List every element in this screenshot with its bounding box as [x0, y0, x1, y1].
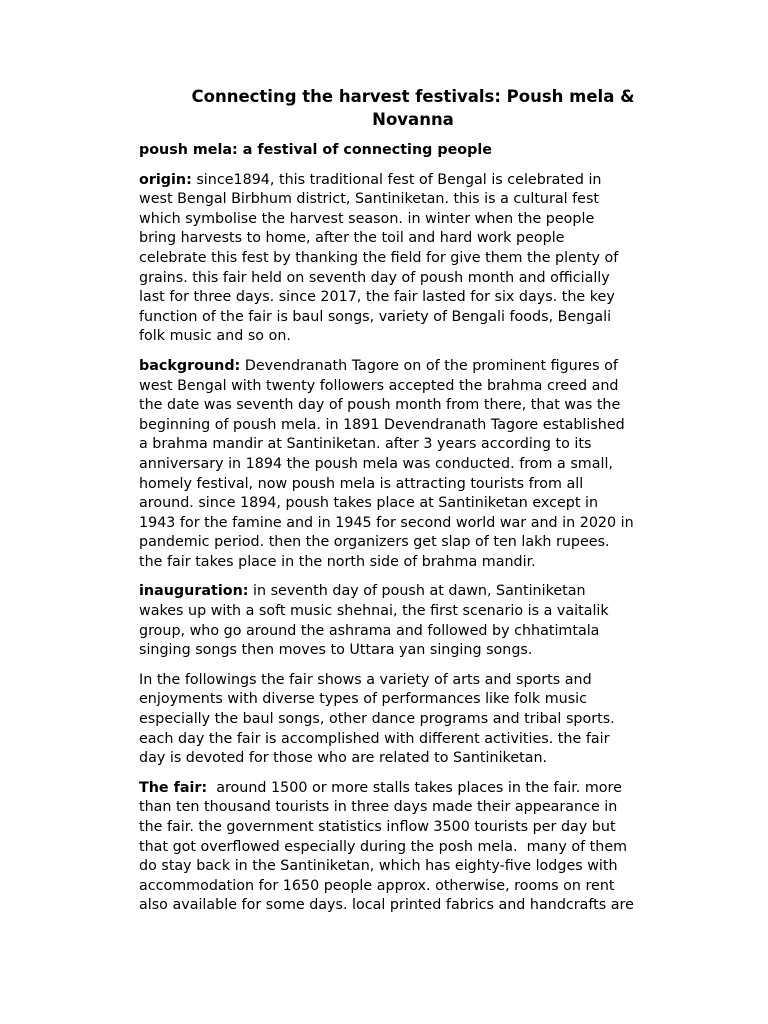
line-text: bring harvests to home, after the toil and hard work people — [139, 230, 565, 247]
paragraph-line — [139, 671, 679, 691]
paragraph-line — [139, 249, 679, 269]
paragraph-label: background: — [139, 357, 241, 374]
line-text: the fair takes place in the north side of brahma mandir. — [139, 553, 536, 570]
line-text: enjoyments with diverse types of performances like folk music — [139, 691, 587, 708]
paragraph-line — [139, 357, 679, 377]
line-text: the fair. the government statistics inflow 3500 tourists per day but — [139, 819, 616, 835]
paragraph-line — [139, 171, 679, 191]
paragraph-line — [139, 622, 679, 642]
line-text: do stay back in the Santiniketan, which has eighty-five lodges with — [139, 858, 618, 875]
paragraph-line — [139, 690, 679, 710]
line-text: west Bengal Birbhum district, Santiniketan. this is a cultural fest — [139, 191, 600, 208]
paragraph-line — [139, 269, 679, 289]
paragraph-line — [139, 818, 679, 838]
line-text: the date was seventh day of poush month from there, that was the — [139, 397, 621, 414]
line-text: accommodation for 1650 people approx. otherwise, rooms on rent — [139, 877, 615, 894]
paragraph — [139, 582, 679, 660]
paragraph-line — [139, 514, 679, 534]
line-text: a brahma mandir at Santiniketan. after 3 years according to its — [139, 436, 592, 453]
paragraph-line — [139, 710, 679, 730]
line-text: last for three days. since 2017, the fair lasted for six days. the key — [139, 289, 615, 306]
line-text: west Bengal with twenty followers accepted the brahma creed and — [139, 377, 619, 394]
document-title — [139, 86, 679, 131]
line-text: especially the baul songs, other dance programs and tribal sports. — [139, 711, 615, 728]
line-text: anniversary in 1894 the poush mela was conducted. from a small, — [139, 455, 613, 472]
document-page — [139, 86, 679, 926]
paragraph-line — [139, 416, 679, 436]
line-text: than ten thousand tourists in three days made their appearance in — [139, 799, 618, 816]
paragraph-line — [139, 533, 679, 553]
paragraph-line — [139, 327, 679, 347]
line-text: function of the fair is baul songs, variety of Bengali foods, Bengali — [139, 308, 612, 325]
paragraph-line — [139, 749, 679, 769]
paragraph-line — [139, 896, 679, 916]
paragraph-line — [139, 377, 679, 397]
line-text: since1894, this traditional fest of Bengal is celebrated in — [191, 171, 602, 188]
paragraph-line — [139, 857, 679, 877]
sections-container — [139, 171, 679, 916]
line-text: folk music and so on. — [139, 328, 291, 345]
line-text: homely festival, now poush mela is attracting tourists from all — [139, 475, 584, 492]
paragraph-line — [139, 494, 679, 514]
line-text: singing songs then moves to Uttara yan singing songs. — [139, 642, 533, 659]
line-text: 1943 for the famine and in 1945 for second world war and in 2020 in — [139, 514, 634, 531]
paragraph-line — [139, 730, 679, 750]
paragraph — [139, 779, 679, 916]
paragraph-label: The fair: — [139, 779, 208, 796]
paragraph-line — [139, 288, 679, 308]
paragraph-line — [139, 396, 679, 416]
paragraph-line — [139, 877, 679, 897]
line-text: beginning of poush mela. in 1891 Devendranath Tagore established — [139, 416, 625, 433]
paragraph-line — [139, 475, 679, 495]
line-text: Devendranath Tagore on of the prominent figures of — [240, 357, 618, 374]
paragraph-label: origin: — [139, 171, 192, 188]
line-text: group, who go around the ashrama and followed by chhatimtala — [139, 622, 600, 639]
paragraph-line — [139, 779, 679, 799]
paragraph-line — [139, 308, 679, 328]
line-text: In the followings the fair shows a variety of arts and sports and — [139, 671, 592, 688]
line-text: grains. this fair held on seventh day of poush month and officially — [139, 269, 610, 286]
line-text: which symbolise the harvest season. in winter when the people — [139, 210, 595, 227]
paragraph-line — [139, 435, 679, 455]
line-text: celebrate this fest by thanking the field for give them the plenty of — [139, 249, 619, 266]
line-text: around 1500 or more stalls takes places in the fair. more — [207, 779, 622, 796]
line-text: around. since 1894, poush takes place at Santiniketan except in — [139, 495, 599, 512]
line-text: also available for some days. local printed fabrics and handcrafts are — [139, 897, 634, 914]
paragraph-line — [139, 553, 679, 573]
paragraph-line — [139, 798, 679, 818]
line-text: in seventh day of poush at dawn, Santiniketan — [248, 583, 586, 600]
paragraph-line — [139, 838, 679, 858]
paragraph-line — [139, 641, 679, 661]
paragraph-line — [139, 602, 679, 622]
title-line: Connecting the harvest festivals: Poush mela & — [191, 87, 635, 106]
line-text: day is devoted for those who are related to Santiniketan. — [139, 750, 548, 767]
paragraph — [139, 357, 679, 573]
title-line: Novanna — [372, 109, 454, 129]
paragraph-line — [139, 190, 679, 210]
paragraph-label: inauguration: — [139, 583, 249, 600]
section-subtitle: poush mela: a festival of connecting people — [139, 142, 492, 158]
line-text: each day the fair is accomplished with different activities. the fair — [139, 730, 610, 747]
line-text: wakes up with a soft music shehnai, the first scenario is a vaitalik — [139, 603, 609, 620]
line-text: pandemic period. then the organizers get slap of ten lakh rupees. — [139, 534, 610, 551]
paragraph-line — [139, 455, 679, 475]
paragraph — [139, 671, 679, 769]
paragraph-line — [139, 229, 679, 249]
line-text: that got overflowed especially during the posh mela. many of them — [139, 838, 628, 855]
paragraph-line — [139, 582, 679, 602]
paragraph — [139, 171, 679, 347]
paragraph-line — [139, 210, 679, 230]
